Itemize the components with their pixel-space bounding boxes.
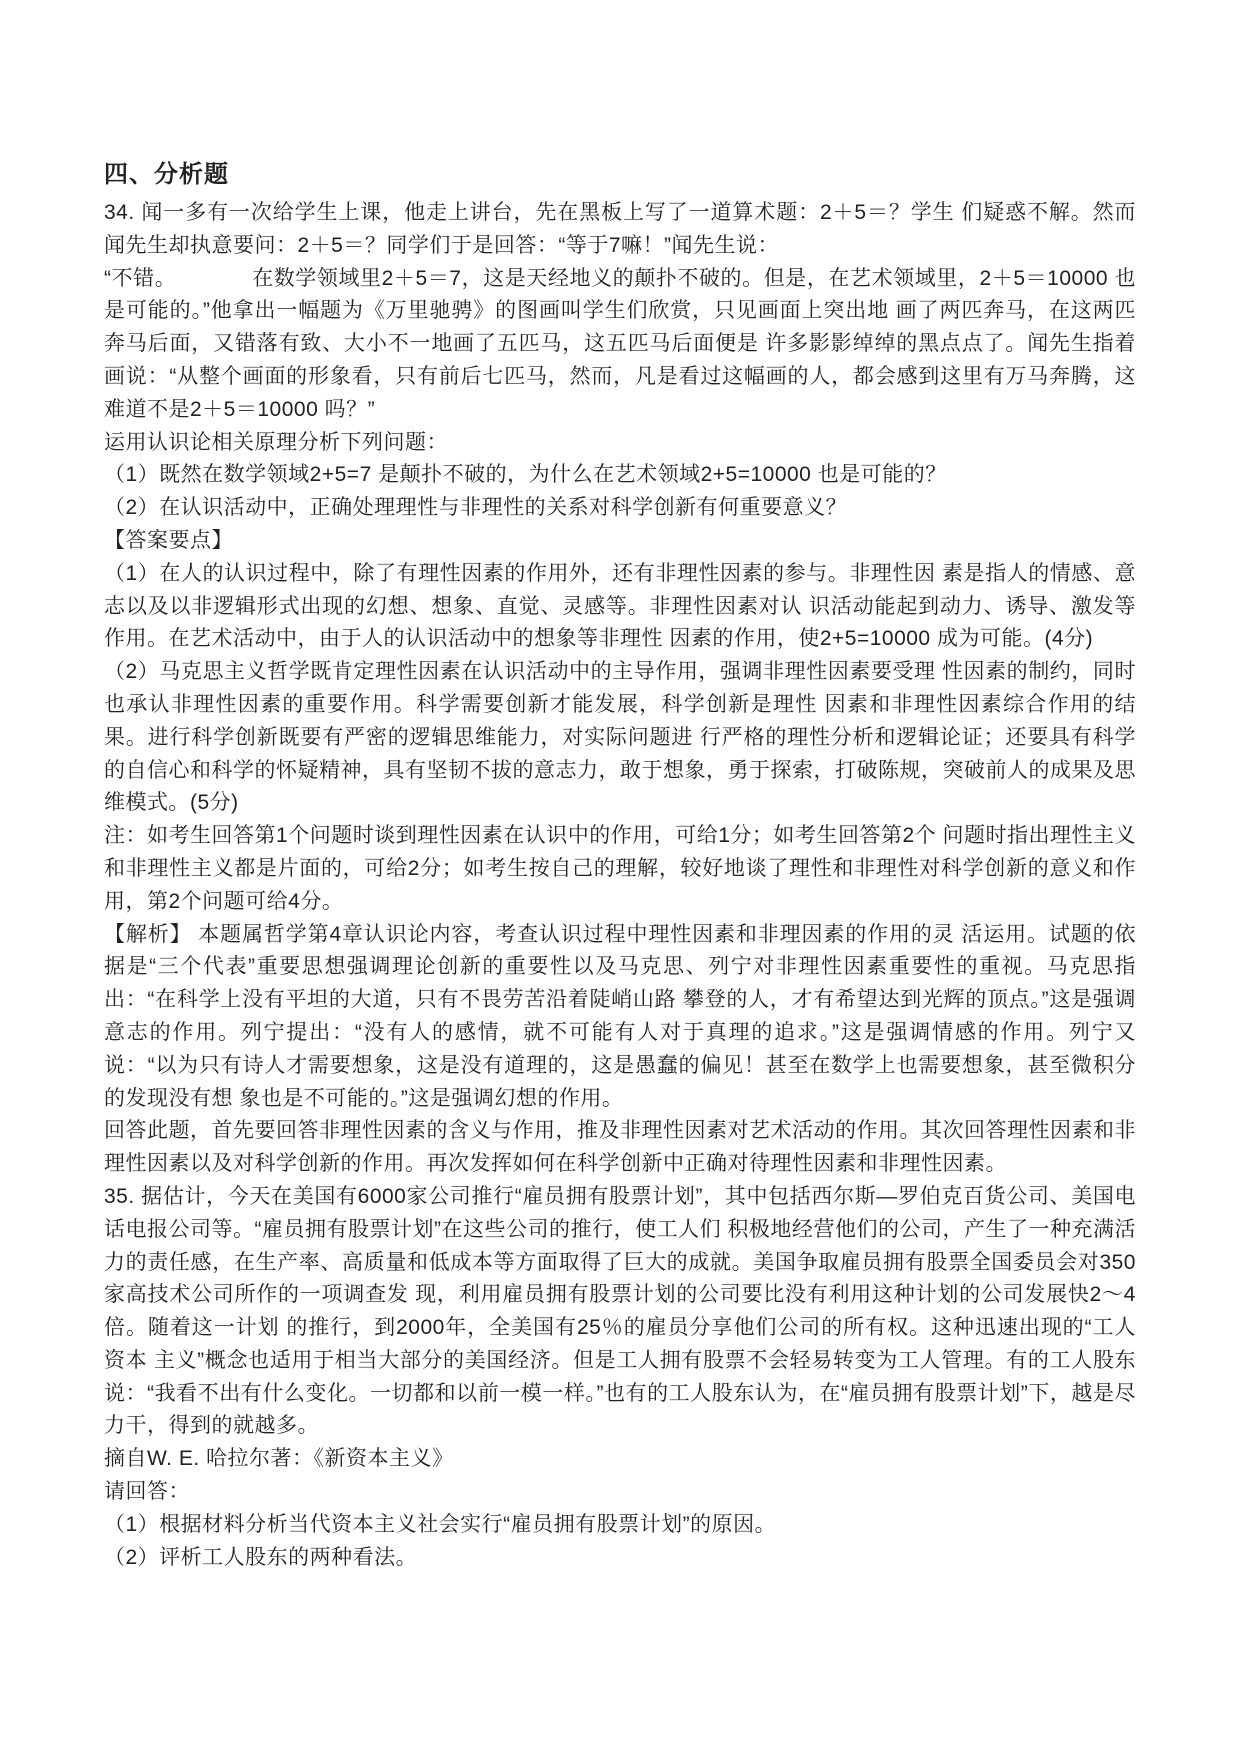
analysis-guidance: 回答此题，首先要回答非理性因素的含义与作用，推及非理性因素对艺术活动的作用。其次回答理性因素和非理性因素以及对科学创新的作用。再次发挥如何在科学创新中正确对待理性因素和非理性因素。 xyxy=(104,1119,1136,1176)
answer-point-1: （1）在人的认识过程中，除了有理性因素的作用外，还有非理性因素的参与。非理性因 素是指人的情感、意志以及以非逻辑形式出现的幻想、想象、直觉、灵感等。非理性因素对认 识活动能起到动力、诱导、激发等作用。在艺术活动中，由于人的认识活动中的想象等非理性 因素的作用，使2+5=10000 成为可能。(4分) xyxy=(104,561,1136,651)
answer-point-2: （2）马克思主义哲学既肯定理性因素在认识活动中的主导作用，强调非理性因素要受理 性因素的制约，同时也承认非理性因素的重要作用。科学需要创新才能发展，科学创新是理性 因素和非理性因素综合作用的结果。进行科学创新既要有严密的逻辑思维能力，对实际问题进 行严格的理性分析和逻辑论证；还要具有科学的自信心和科学的怀疑精神，具有坚韧不拔的意志力，敢于想象，勇于探索，打破陈规，突破前人的成果及思维模式。(5分) xyxy=(104,660,1136,815)
question-35-sub1: （1）根据材料分析当代资本主义社会实行“雇员拥有股票计划”的原因。 xyxy=(104,1512,777,1536)
answer-points-label: 【答案要点】 xyxy=(104,528,233,552)
question-34-sub1: （1）既然在数学领域2+5=7 是颠扑不破的，为什么在艺术领域2+5=10000 也是可能的？ xyxy=(104,463,947,487)
answer-prompt: 请回答： xyxy=(104,1480,190,1504)
source-citation: 摘自W. E. 哈拉尔著：《新资本主义》 xyxy=(104,1447,454,1471)
question-34-dialogue: “不错。 在数学领域里2＋5＝7，这是天经地义的颠扑不破的。但是，在艺术领域里，2＋5＝10000 也是可能的。”他拿出一幅题为《万里驰骋》的图画叫学生们欣赏，只见画面上突出地 画了两匹奔马，在这两匹奔马后面，又错落有致、大小不一地画了五匹马，这五匹马后面便是 许多影影绰绰的黑点点了。闻先生指着画说：“从整个画面的形象看，只有前后七匹马，然而，凡是看过这幅画的人，都会感到这里有万马奔腾，这难道不是2＋5＝10000 吗？” xyxy=(104,266,1136,421)
document-body xyxy=(104,197,1136,1574)
question-35-text: 35. 据估计，今天在美国有6000家公司推行“雇员拥有股票计划”，其中包括西尔斯—罗伯克百货公司、美国电话电报公司等。“雇员拥有股票计划”在这些公司的推行，使工人们 积极地经营他们的公司，产生了一种充满活力的责任感，在生产率、高质量和低成本等方面取得了巨大的成就。美国争取雇员拥有股票全国委员会对350家高技术公司所作的一项调查发 现，利用雇员拥有股票计划的公司要比没有利用这种计划的公司发展快2～4倍。随着这一计划 的推行，到2000年，全美国有25％的雇员分享他们公司的所有权。这种迅速出现的“工人资本 主义”概念也适用于相当大部分的美国经济。但是工人拥有股票不会轻易转变为工人管理。有的工人股东说：“我看不出有什么变化。一切都和以前一模一样。”也有的工人股东认为，在“雇员拥有股票计划”下，越是尽力干，得到的就越多。 xyxy=(104,1184,1136,1438)
grading-note: 注：如考生回答第1个问题时谈到理性因素在认识中的作用，可给1分；如考生回答第2个 问题时指出理性主义和非理性主义都是片面的，可给2分；如考生按自己的理解，较好地谈了理性和非理性对科学创新的意义和作用，第2个问题可给4分。 xyxy=(104,824,1136,913)
question-35-sub2: （2）评析工人股东的两种看法。 xyxy=(104,1545,418,1569)
question-34-prompt: 运用认识论相关原理分析下列问题： xyxy=(104,430,448,454)
question-34-sub2: （2）在认识活动中，正确处理理性与非理性的关系对科学创新有何重要意义？ xyxy=(104,496,848,520)
section-heading: 四、分析题 xyxy=(104,161,229,188)
analysis-text: 【解析】 本题属哲学第4章认识论内容，考查认识过程中理性因素和非理因素的作用的灵 活运用。试题的依据是“三个代表”重要思想强调理论创新的重要性以及马克思、列宁对非理性因素重要性的重视。马克思指出：“在科学上没有平坦的大道，只有不畏劳苦沿着陡峭山路 攀登的人，才有希望达到光辉的顶点。”这是强调意志的作用。列宁提出：“没有人的感情，就不可能有人对于真理的追求。”这是强调情感的作用。列宁又说：“以为只有诗人才需要想象，这是没有道理的，这是愚蠢的偏见！甚至在数学上也需要想象，甚至微积分的发现没有想 象也是不可能的。”这是强调幻想的作用。 xyxy=(104,922,1136,1110)
question-34-intro: 34. 闻一多有一次给学生上课，他走上讲台，先在黑板上写了一道算术题：2＋5＝？学生 们疑惑不解。然而闻先生却执意要问：2＋5＝？同学们于是回答：“等于7嘛！”闻先生说： xyxy=(104,201,1136,257)
